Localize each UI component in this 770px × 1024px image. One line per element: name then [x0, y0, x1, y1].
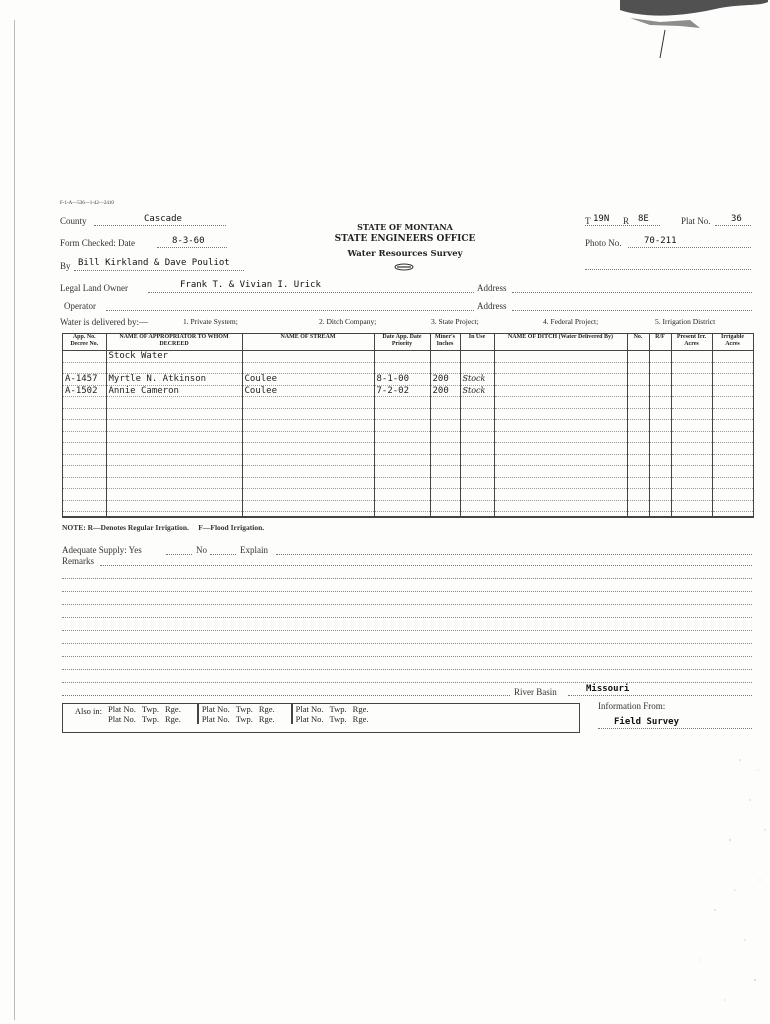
table-cell	[627, 362, 649, 374]
table-cell	[649, 431, 671, 443]
owner-line	[148, 292, 474, 293]
table-cell	[106, 454, 242, 466]
table-cell	[712, 397, 753, 409]
remarks-line-1	[62, 578, 752, 579]
table-cell	[649, 351, 671, 363]
table-cell	[627, 431, 649, 443]
owner-value: Frank T. & Vivian I. Urick	[180, 280, 321, 290]
table-row	[63, 443, 753, 455]
table-cell: Coulee	[242, 385, 374, 397]
also-plat-5: Plat No.	[201, 714, 230, 724]
table-row	[63, 408, 753, 420]
table-cell	[460, 477, 494, 489]
remarks-line-4	[62, 617, 752, 618]
table-cell: A-1502	[63, 385, 106, 397]
table-cell: 200	[430, 374, 460, 386]
table-cell	[63, 362, 106, 374]
table-cell	[494, 408, 627, 420]
table-cell	[627, 408, 649, 420]
info-from-line	[598, 728, 752, 729]
table-cell	[649, 466, 671, 478]
table-cell: 200	[430, 385, 460, 397]
table-header-9: Present Irr. Acres	[671, 334, 712, 351]
table-cell	[460, 454, 494, 466]
table-cell	[671, 385, 712, 397]
table-cell	[671, 512, 712, 519]
river-basin-line	[568, 695, 752, 696]
delivered-option-2: 2. Ditch Company;	[319, 317, 377, 326]
table-cell	[63, 489, 106, 501]
table-cell	[242, 362, 374, 374]
also-plat-3: Plat No.	[295, 704, 324, 714]
form-checked-value: 8-3-60	[172, 236, 205, 246]
table-cell	[242, 443, 374, 455]
table-cell: Stock	[460, 374, 494, 386]
table-cell	[374, 351, 430, 363]
table-cell	[63, 466, 106, 478]
table-cell	[649, 408, 671, 420]
appropriation-table-wrap	[62, 333, 754, 518]
table-cell	[671, 466, 712, 478]
county-label: County	[60, 216, 87, 226]
table-cell	[494, 351, 627, 363]
table-cell	[627, 477, 649, 489]
table-cell	[649, 443, 671, 455]
also-rge-4: Rge.	[162, 714, 198, 724]
table-cell	[63, 408, 106, 420]
table-cell	[63, 477, 106, 489]
table-cell	[494, 385, 627, 397]
table-cell	[627, 489, 649, 501]
table-cell	[106, 362, 242, 374]
table-cell	[430, 362, 460, 374]
delivered-label: Water is delivered by:—	[60, 317, 148, 327]
also-rge-1: Rge.	[162, 704, 198, 714]
owner-address-label: Address	[477, 283, 507, 293]
photo-line	[628, 247, 751, 248]
delivered-option-4: 4. Federal Project;	[543, 317, 599, 326]
table-cell	[430, 489, 460, 501]
table-cell	[712, 512, 753, 519]
table-cell	[494, 362, 627, 374]
table-cell	[460, 512, 494, 519]
river-basin-value: Missouri	[586, 684, 630, 694]
table-cell	[63, 454, 106, 466]
table-cell	[106, 397, 242, 409]
table-cell	[671, 420, 712, 432]
also-twp-6: Twp.	[329, 714, 347, 724]
table-cell	[671, 500, 712, 512]
table-cell	[242, 351, 374, 363]
township-r-label: R	[623, 216, 630, 226]
header-title-3: Water Resources Survey	[347, 249, 463, 259]
table-cell	[242, 500, 374, 512]
supply-yes-line	[166, 554, 192, 555]
table-cell	[494, 420, 627, 432]
also-twp-4: Twp.	[141, 714, 159, 724]
table-cell	[627, 500, 649, 512]
table-cell	[430, 477, 460, 489]
also-rge-3: Rge.	[352, 704, 369, 714]
table-cell	[430, 454, 460, 466]
table-cell	[627, 351, 649, 363]
table-cell	[649, 397, 671, 409]
table-header-8: R/F	[649, 334, 671, 351]
table-cell	[106, 489, 242, 501]
table-cell	[242, 477, 374, 489]
info-from-label: Information From:	[598, 701, 666, 711]
table-cell	[460, 397, 494, 409]
table-cell	[460, 431, 494, 443]
table-cell: Stock Water	[106, 351, 242, 363]
table-cell	[242, 420, 374, 432]
table-cell	[712, 454, 753, 466]
also-twp-5: Twp.	[235, 714, 253, 724]
table-row	[63, 512, 753, 519]
table-cell	[627, 454, 649, 466]
table-cell: 8-1-00	[374, 374, 430, 386]
table-row	[63, 454, 753, 466]
table-cell	[671, 351, 712, 363]
table-cell	[649, 512, 671, 519]
river-basin-label: River Basin	[514, 687, 557, 697]
table-cell	[712, 431, 753, 443]
appropriation-table	[63, 334, 754, 518]
remarks-line-9	[62, 682, 752, 683]
by-line	[74, 270, 244, 271]
plat-line	[715, 225, 751, 226]
table-cell	[242, 408, 374, 420]
table-cell	[242, 512, 374, 519]
table-cell	[671, 431, 712, 443]
table-row	[63, 420, 753, 432]
table-cell	[374, 362, 430, 374]
also-plat-1: Plat No.	[108, 704, 136, 714]
table-cell	[494, 374, 627, 386]
table-cell	[430, 443, 460, 455]
table-cell	[494, 443, 627, 455]
table-cell: Coulee	[242, 374, 374, 386]
table-cell	[627, 420, 649, 432]
supply-no-line	[210, 554, 236, 555]
also-plat-4: Plat No.	[108, 714, 136, 724]
table-cell	[106, 512, 242, 519]
table-cell	[63, 500, 106, 512]
table-cell	[63, 397, 106, 409]
by-value: Bill Kirkland & Dave Pouliot	[78, 258, 230, 268]
note-text: NOTE: R—Denotes Regular Irrigation. F—Flood Irrigation.	[62, 523, 265, 532]
table-header-5: In Use	[460, 334, 494, 351]
table-cell	[712, 362, 753, 374]
table-cell	[374, 500, 430, 512]
table-cell	[627, 374, 649, 386]
table-cell	[460, 351, 494, 363]
table-cell	[242, 397, 374, 409]
table-cell	[494, 512, 627, 519]
table-cell	[106, 408, 242, 420]
table-cell	[430, 408, 460, 420]
table-cell	[649, 477, 671, 489]
table-cell	[374, 489, 430, 501]
table-cell	[460, 408, 494, 420]
remarks-line-8	[62, 669, 752, 670]
table-cell	[712, 477, 753, 489]
table-cell	[712, 385, 753, 397]
county-line	[94, 225, 226, 226]
table-cell	[649, 385, 671, 397]
table-cell	[242, 489, 374, 501]
supply-no-label: No	[196, 545, 207, 555]
table-cell	[63, 512, 106, 519]
table-cell	[106, 443, 242, 455]
table-cell	[242, 454, 374, 466]
table-cell	[460, 489, 494, 501]
table-cell	[671, 477, 712, 489]
remarks-line-6	[62, 643, 752, 644]
table-cell	[374, 477, 430, 489]
table-cell	[374, 454, 430, 466]
operator-address-label: Address	[477, 301, 507, 311]
state-seal-icon	[393, 262, 415, 272]
table-cell	[374, 408, 430, 420]
table-cell	[430, 466, 460, 478]
photo-extra-line	[585, 269, 751, 270]
form-checked-label: Form Checked: Date	[60, 238, 135, 248]
table-cell	[649, 500, 671, 512]
table-cell	[494, 454, 627, 466]
table-header-1: NAME OF APPROPRIATOR TO WHOM DECREED	[106, 334, 242, 351]
also-plat-2: Plat No.	[201, 704, 230, 714]
table-cell	[430, 512, 460, 519]
also-in-box	[62, 703, 580, 733]
plat-label: Plat No.	[681, 216, 711, 226]
table-cell	[494, 397, 627, 409]
table-row	[63, 466, 753, 478]
delivered-option-1: 1. Private System;	[183, 317, 238, 326]
supply-explain-label: Explain	[240, 545, 268, 555]
table-cell	[430, 500, 460, 512]
table-cell	[460, 362, 494, 374]
table-row	[63, 489, 753, 501]
table-cell	[460, 443, 494, 455]
table-cell	[627, 397, 649, 409]
table-header-3: Date App. Date Priority	[374, 334, 430, 351]
county-value: Cascade	[144, 214, 182, 224]
table-row	[63, 385, 753, 397]
township-r-value: 8E	[638, 214, 649, 224]
table-cell	[671, 489, 712, 501]
scan-speckle	[620, 740, 770, 1024]
table-cell	[712, 374, 753, 386]
township-t-value: 19N	[593, 214, 610, 224]
table-cell	[106, 477, 242, 489]
table-cell: 7-2-02	[374, 385, 430, 397]
table-cell	[712, 420, 753, 432]
operator-label: Operator	[64, 301, 96, 311]
also-plat-6: Plat No.	[295, 714, 324, 724]
table-cell	[374, 466, 430, 478]
table-cell: Annie Cameron	[106, 385, 242, 397]
table-cell	[63, 443, 106, 455]
table-cell	[374, 431, 430, 443]
table-cell	[430, 397, 460, 409]
table-row	[63, 362, 753, 374]
table-cell	[63, 351, 106, 363]
township-line	[585, 225, 660, 226]
table-cell	[712, 443, 753, 455]
table-cell	[649, 420, 671, 432]
table-cell	[494, 489, 627, 501]
also-rge-5: Rge.	[256, 714, 292, 724]
table-cell	[712, 466, 753, 478]
form-code: F-1-A—536—1-42—2410	[60, 201, 114, 206]
remarks-line-7	[62, 656, 752, 657]
remarks-line-5	[62, 630, 752, 631]
table-cell	[374, 512, 430, 519]
remarks-line-10	[62, 695, 510, 696]
table-row	[63, 397, 753, 409]
remarks-label: Remarks	[62, 556, 94, 566]
table-cell	[63, 420, 106, 432]
owner-label: Legal Land Owner	[60, 283, 128, 293]
table-cell	[460, 420, 494, 432]
photo-value: 70-211	[644, 236, 677, 246]
table-row	[63, 374, 753, 386]
table-cell	[671, 362, 712, 374]
table-header-10: Irrigable Acres	[712, 334, 753, 351]
table-cell	[712, 408, 753, 420]
also-rge-2: Rge.	[256, 704, 292, 714]
table-cell	[649, 362, 671, 374]
also-twp-3: Twp.	[329, 704, 347, 714]
photo-label: Photo No.	[585, 238, 622, 248]
table-cell	[460, 466, 494, 478]
table-cell	[430, 420, 460, 432]
table-cell	[627, 385, 649, 397]
table-cell	[671, 454, 712, 466]
table-cell	[712, 351, 753, 363]
table-cell	[242, 466, 374, 478]
also-rge-6: Rge.	[352, 714, 369, 724]
form-checked-line	[157, 247, 227, 248]
table-cell	[63, 431, 106, 443]
info-from-value: Field Survey	[614, 717, 680, 727]
remarks-line-3	[62, 604, 752, 605]
table-cell	[374, 443, 430, 455]
owner-address-line	[512, 292, 752, 293]
table-cell: Myrtle N. Atkinson	[106, 374, 242, 386]
table-header-row	[63, 334, 753, 351]
table-cell	[712, 489, 753, 501]
table-cell	[627, 443, 649, 455]
table-body	[63, 351, 753, 519]
table-header-6: NAME OF DITCH (Water Delivered By)	[494, 334, 627, 351]
table-cell	[649, 489, 671, 501]
table-cell	[430, 351, 460, 363]
header-title-1: STATE OF MONTANA	[357, 222, 453, 232]
table-cell	[627, 512, 649, 519]
table-cell	[712, 500, 753, 512]
delivered-option-5: 5. Irrigation District	[655, 317, 716, 326]
by-label: By	[60, 261, 71, 271]
table-cell	[494, 431, 627, 443]
operator-address-line	[512, 310, 752, 311]
left-edge	[14, 20, 15, 1020]
table-cell	[649, 374, 671, 386]
table-cell: Stock	[460, 385, 494, 397]
table-row	[63, 351, 753, 363]
table-cell	[460, 500, 494, 512]
table-cell	[671, 408, 712, 420]
table-cell	[430, 431, 460, 443]
table-cell	[627, 466, 649, 478]
township-t-label: T	[585, 216, 591, 226]
table-header-7: No.	[627, 334, 649, 351]
table-cell	[106, 420, 242, 432]
table-cell	[106, 466, 242, 478]
plat-value: 36	[731, 214, 742, 224]
table-cell	[106, 431, 242, 443]
table-cell	[242, 431, 374, 443]
table-header-2: NAME OF STREAM	[242, 334, 374, 351]
table-cell	[374, 397, 430, 409]
table-row	[63, 431, 753, 443]
table-cell	[494, 466, 627, 478]
supply-explain-line	[276, 554, 752, 555]
table-row	[63, 477, 753, 489]
also-in-label: Also in:	[74, 706, 102, 716]
table-cell	[671, 397, 712, 409]
table-cell	[494, 500, 627, 512]
table-cell	[494, 477, 627, 489]
also-twp-2: Twp.	[235, 704, 253, 714]
table-row	[63, 500, 753, 512]
remarks-line-2	[62, 591, 752, 592]
table-cell	[374, 420, 430, 432]
table-cell: A-1457	[63, 374, 106, 386]
delivered-option-3: 3. State Project;	[431, 317, 479, 326]
supply-label: Adequate Supply: Yes	[62, 545, 142, 555]
table-cell	[106, 500, 242, 512]
table-cell	[671, 374, 712, 386]
header-title-2: STATE ENGINEERS OFFICE	[334, 234, 476, 244]
scan-smudge	[600, 0, 770, 60]
table-cell	[671, 443, 712, 455]
operator-line	[106, 310, 474, 311]
table-cell	[649, 454, 671, 466]
table-header-4: Miner's Inches	[430, 334, 460, 351]
also-twp-1: Twp.	[141, 704, 159, 714]
table-header-0: App. No. Decree No.	[63, 334, 106, 351]
remarks-line-0	[100, 565, 752, 566]
